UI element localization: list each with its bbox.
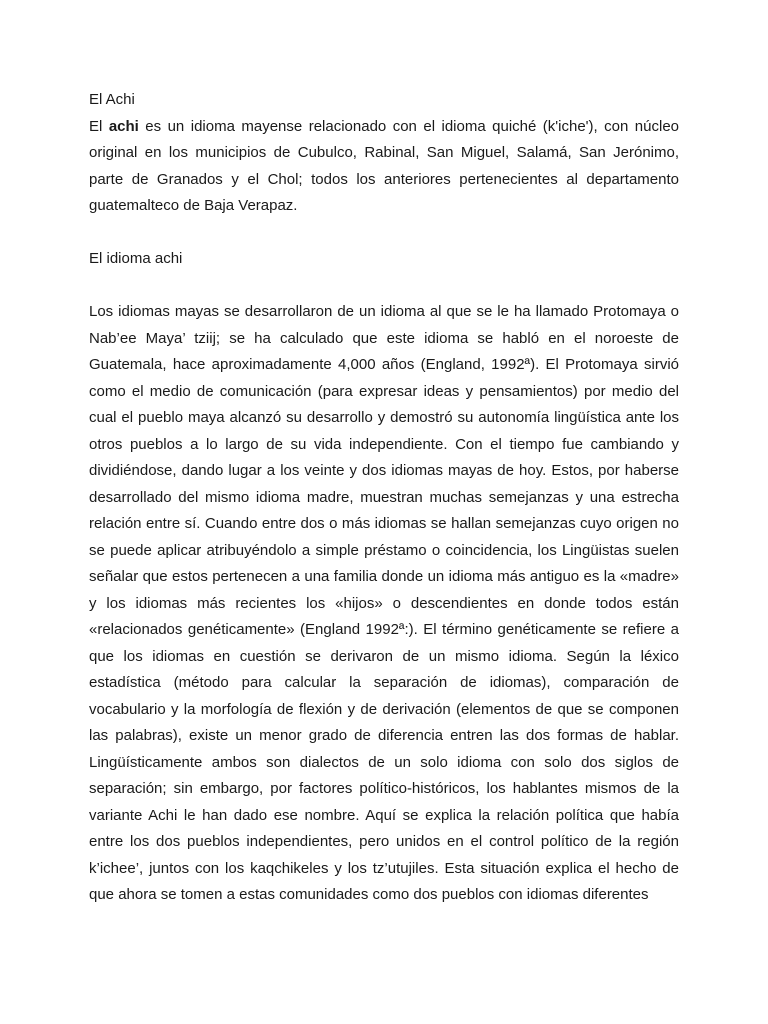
intro-paragraph <box>89 114 679 220</box>
intro-bold-term: achi <box>108 117 139 135</box>
document-title: El Achi <box>89 91 135 108</box>
body-paragraph: Los idiomas mayas se desarrollaron de un idioma al que se le ha llamado Protomaya o Nab’ee Maya’ tziij; se ha calculado que este idioma se habló en el noroeste de Guatemala, hace aproximadamente 4,000 años (England, 1992ª). El Protomaya sirvió como el medio de comunicación (para expresar ideas y pensamientos) por medio del cual el pueblo maya alcanzó su desarrollo y demostró su autonomía lingüística ante los otros pueblos a lo largo de su vida independiente. Con el tiempo fue cambiando y dividiéndose, dando lugar a los veinte y dos idiomas mayas de hoy. Estos, por haberse desarrollado del mismo idioma madre, muestran muchas semejanzas y una estrecha relación entre sí. Cuando entre dos o más idiomas se hallan semejanzas cuyo origen no se puede aplicar atribuyéndolo a simple préstamo o coincidencia, los Lingüistas suelen señalar que estos pertenecen a una familia donde un idioma más antiguo es la «madre» y los idiomas más recientes los «hijos» o descendientes en donde todos están «relacionados genéticamente» (England 1992ª:). El término genéticamente se refiere a que los idiomas en cuestión se derivaron de un mismo idioma. Según la léxico estadística (método para calcular la separación de idiomas), comparación de vocabulario y la morfología de flexión y de derivación (elementos de que se componen las palabras), existe un menor grado de diferencia entren las dos formas de hablar. Lingüísticamente ambos son dialectos de un solo idioma con solo dos siglos de separación; sin embargo, por factores político-históricos, los hablantes mismos de la variante Achi le han dado ese nombre. Aquí se explica la relación política que había entre los dos pueblos independientes, pero unidos en el control político de la región k’ichee’, juntos con los kaqchikeles y los tz’utujiles. Esta situación explica el hecho de que ahora se tomen a estas comunidades como dos pueblos con idiomas diferentes <box>89 303 679 903</box>
intro-lead: El <box>89 117 103 135</box>
document-page <box>89 87 679 909</box>
paragraph-spacer <box>89 220 679 247</box>
intro-rest: es un idioma mayense relacionado con el idioma quiché (k'iche'), con núcleo original en los municipios de Cubulco, Rabinal, San Miguel, Salamá, San Jerónimo, parte de Granados y el Chol; todos los anteriores pertenecientes al departamento guatemalteco de Baja Verapaz. <box>89 117 679 214</box>
paragraph-spacer <box>89 273 679 300</box>
section-heading: El idioma achi <box>89 250 183 267</box>
